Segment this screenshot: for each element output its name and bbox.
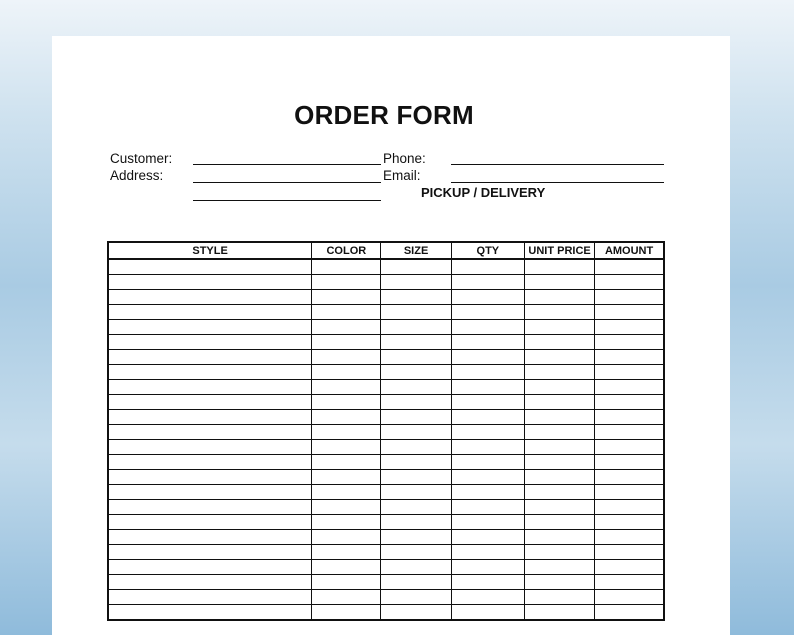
cell-amount[interactable] <box>595 365 664 380</box>
cell-amount[interactable] <box>595 470 664 485</box>
column-header-color: COLOR <box>312 242 381 259</box>
table-row <box>108 440 664 455</box>
cell-amount[interactable] <box>595 515 664 530</box>
form-title: ORDER FORM <box>294 100 474 130</box>
cell-color[interactable] <box>312 455 381 470</box>
cell-amount[interactable] <box>595 560 664 575</box>
cell-size[interactable] <box>381 605 451 621</box>
cell-size[interactable] <box>381 590 451 605</box>
table-row <box>108 305 664 320</box>
cell-style[interactable] <box>108 440 312 455</box>
cell-style[interactable] <box>108 425 312 440</box>
phone-field[interactable] <box>451 164 664 165</box>
cell-qty[interactable] <box>451 290 524 305</box>
cell-size[interactable] <box>381 410 451 425</box>
cell-qty[interactable] <box>451 350 524 365</box>
cell-qty[interactable] <box>451 259 524 275</box>
cell-color[interactable] <box>312 365 381 380</box>
order-table-body <box>108 259 664 620</box>
cell-style[interactable] <box>108 365 312 380</box>
cell-unit-price[interactable] <box>524 530 594 545</box>
table-row <box>108 259 664 275</box>
cell-color[interactable] <box>312 470 381 485</box>
cell-style[interactable] <box>108 305 312 320</box>
cell-style[interactable] <box>108 485 312 500</box>
cell-qty[interactable] <box>451 320 524 335</box>
cell-color[interactable] <box>312 335 381 350</box>
cell-unit-price[interactable] <box>524 470 594 485</box>
column-header-unit-price: UNIT PRICE <box>524 242 594 259</box>
cell-amount[interactable] <box>595 440 664 455</box>
cell-amount[interactable] <box>595 350 664 365</box>
cell-style[interactable] <box>108 530 312 545</box>
cell-color[interactable] <box>312 590 381 605</box>
cell-size[interactable] <box>381 290 451 305</box>
cell-amount[interactable] <box>595 485 664 500</box>
cell-unit-price[interactable] <box>524 545 594 560</box>
cell-unit-price[interactable] <box>524 560 594 575</box>
table-row <box>108 335 664 350</box>
email-field[interactable] <box>451 182 664 183</box>
cell-unit-price[interactable] <box>524 320 594 335</box>
cell-color[interactable] <box>312 350 381 365</box>
cell-unit-price[interactable] <box>524 500 594 515</box>
cell-unit-price[interactable] <box>524 335 594 350</box>
cell-unit-price[interactable] <box>524 380 594 395</box>
cell-style[interactable] <box>108 605 312 621</box>
table-row <box>108 380 664 395</box>
cell-size[interactable] <box>381 530 451 545</box>
cell-size[interactable] <box>381 350 451 365</box>
cell-size[interactable] <box>381 515 451 530</box>
cell-style[interactable] <box>108 290 312 305</box>
cell-amount[interactable] <box>595 335 664 350</box>
cell-size[interactable] <box>381 259 451 275</box>
order-form-sheet <box>52 36 730 635</box>
cell-style[interactable] <box>108 410 312 425</box>
cell-color[interactable] <box>312 320 381 335</box>
cell-unit-price[interactable] <box>524 605 594 621</box>
email-label: Email: <box>383 168 421 183</box>
cell-style[interactable] <box>108 380 312 395</box>
cell-unit-price[interactable] <box>524 590 594 605</box>
cell-style[interactable] <box>108 335 312 350</box>
table-row <box>108 350 664 365</box>
phone-label: Phone: <box>383 151 426 166</box>
column-header-size: SIZE <box>381 242 451 259</box>
table-row <box>108 485 664 500</box>
cell-amount[interactable] <box>595 605 664 621</box>
cell-size[interactable] <box>381 305 451 320</box>
cell-size[interactable] <box>381 425 451 440</box>
cell-color[interactable] <box>312 485 381 500</box>
cell-unit-price[interactable] <box>524 440 594 455</box>
cell-style[interactable] <box>108 560 312 575</box>
cell-unit-price[interactable] <box>524 275 594 290</box>
cell-qty[interactable] <box>451 560 524 575</box>
table-header-row <box>108 242 664 259</box>
cell-unit-price[interactable] <box>524 425 594 440</box>
cell-amount[interactable] <box>595 575 664 590</box>
cell-style[interactable] <box>108 395 312 410</box>
cell-qty[interactable] <box>451 305 524 320</box>
cell-amount[interactable] <box>595 530 664 545</box>
cell-size[interactable] <box>381 275 451 290</box>
cell-color[interactable] <box>312 605 381 621</box>
cell-style[interactable] <box>108 575 312 590</box>
cell-size[interactable] <box>381 575 451 590</box>
cell-size[interactable] <box>381 395 451 410</box>
cell-amount[interactable] <box>595 305 664 320</box>
cell-color[interactable] <box>312 575 381 590</box>
cell-amount[interactable] <box>595 425 664 440</box>
cell-color[interactable] <box>312 290 381 305</box>
table-row <box>108 560 664 575</box>
address-field-line-1[interactable] <box>193 182 381 183</box>
cell-size[interactable] <box>381 440 451 455</box>
cell-unit-price[interactable] <box>524 290 594 305</box>
cell-unit-price[interactable] <box>524 259 594 275</box>
table-row <box>108 395 664 410</box>
cell-amount[interactable] <box>595 259 664 275</box>
cell-qty[interactable] <box>451 425 524 440</box>
customer-label: Customer: <box>110 151 173 166</box>
cell-style[interactable] <box>108 590 312 605</box>
cell-color[interactable] <box>312 259 381 275</box>
cell-unit-price[interactable] <box>524 365 594 380</box>
cell-amount[interactable] <box>595 320 664 335</box>
column-header-style: STYLE <box>108 242 312 259</box>
cell-qty[interactable] <box>451 455 524 470</box>
cell-qty[interactable] <box>451 365 524 380</box>
cell-qty[interactable] <box>451 470 524 485</box>
cell-color[interactable] <box>312 305 381 320</box>
cell-color[interactable] <box>312 560 381 575</box>
cell-color[interactable] <box>312 395 381 410</box>
table-row <box>108 425 664 440</box>
cell-color[interactable] <box>312 440 381 455</box>
cell-qty[interactable] <box>451 335 524 350</box>
cell-style[interactable] <box>108 350 312 365</box>
cell-amount[interactable] <box>595 545 664 560</box>
cell-qty[interactable] <box>451 410 524 425</box>
table-row <box>108 275 664 290</box>
cell-style[interactable] <box>108 320 312 335</box>
cell-qty[interactable] <box>451 395 524 410</box>
cell-qty[interactable] <box>451 500 524 515</box>
cell-color[interactable] <box>312 545 381 560</box>
cell-size[interactable] <box>381 335 451 350</box>
table-row <box>108 545 664 560</box>
table-row <box>108 590 664 605</box>
table-row <box>108 575 664 590</box>
table-row <box>108 500 664 515</box>
cell-color[interactable] <box>312 425 381 440</box>
cell-style[interactable] <box>108 259 312 275</box>
cell-qty[interactable] <box>451 575 524 590</box>
cell-unit-price[interactable] <box>524 395 594 410</box>
table-row <box>108 410 664 425</box>
order-table <box>107 241 665 621</box>
cell-style[interactable] <box>108 500 312 515</box>
cell-unit-price[interactable] <box>524 305 594 320</box>
cell-amount[interactable] <box>595 395 664 410</box>
cell-unit-price[interactable] <box>524 485 594 500</box>
cell-color[interactable] <box>312 500 381 515</box>
address-field-line-2[interactable] <box>193 200 381 201</box>
table-row <box>108 515 664 530</box>
table-row <box>108 320 664 335</box>
cell-style[interactable] <box>108 275 312 290</box>
cell-qty[interactable] <box>451 590 524 605</box>
cell-unit-price[interactable] <box>524 575 594 590</box>
cell-style[interactable] <box>108 515 312 530</box>
cell-size[interactable] <box>381 560 451 575</box>
cell-unit-price[interactable] <box>524 350 594 365</box>
cell-qty[interactable] <box>451 440 524 455</box>
cell-amount[interactable] <box>595 290 664 305</box>
pickup-delivery-option[interactable]: PICKUP / DELIVERY <box>421 185 546 200</box>
table-row <box>108 530 664 545</box>
cell-qty[interactable] <box>451 275 524 290</box>
cell-color[interactable] <box>312 410 381 425</box>
cell-amount[interactable] <box>595 410 664 425</box>
cell-color[interactable] <box>312 380 381 395</box>
cell-qty[interactable] <box>451 515 524 530</box>
cell-unit-price[interactable] <box>524 410 594 425</box>
cell-style[interactable] <box>108 545 312 560</box>
cell-qty[interactable] <box>451 380 524 395</box>
cell-size[interactable] <box>381 545 451 560</box>
table-row <box>108 455 664 470</box>
cell-size[interactable] <box>381 470 451 485</box>
cell-style[interactable] <box>108 470 312 485</box>
cell-amount[interactable] <box>595 275 664 290</box>
column-header-amount: AMOUNT <box>595 242 664 259</box>
cell-unit-price[interactable] <box>524 515 594 530</box>
cell-size[interactable] <box>381 365 451 380</box>
table-row <box>108 605 664 621</box>
cell-color[interactable] <box>312 530 381 545</box>
cell-unit-price[interactable] <box>524 455 594 470</box>
cell-color[interactable] <box>312 275 381 290</box>
cell-size[interactable] <box>381 500 451 515</box>
cell-qty[interactable] <box>451 605 524 621</box>
cell-color[interactable] <box>312 515 381 530</box>
column-header-qty: QTY <box>451 242 524 259</box>
cell-amount[interactable] <box>595 380 664 395</box>
cell-amount[interactable] <box>595 455 664 470</box>
table-row <box>108 365 664 380</box>
cell-size[interactable] <box>381 485 451 500</box>
cell-size[interactable] <box>381 320 451 335</box>
address-label: Address: <box>110 168 164 183</box>
cell-qty[interactable] <box>451 485 524 500</box>
customer-field[interactable] <box>193 164 381 165</box>
cell-size[interactable] <box>381 455 451 470</box>
cell-qty[interactable] <box>451 530 524 545</box>
cell-amount[interactable] <box>595 500 664 515</box>
table-row <box>108 470 664 485</box>
cell-qty[interactable] <box>451 545 524 560</box>
cell-style[interactable] <box>108 455 312 470</box>
cell-size[interactable] <box>381 380 451 395</box>
table-row <box>108 290 664 305</box>
cell-amount[interactable] <box>595 590 664 605</box>
